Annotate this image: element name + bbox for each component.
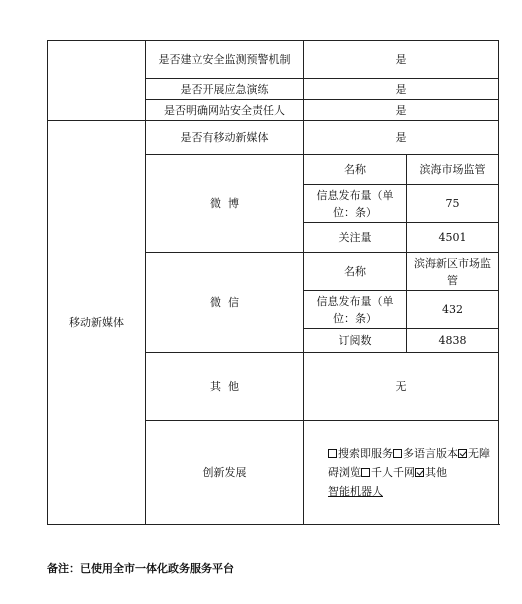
weixin-name-value: 滨海新区市场监管 bbox=[407, 253, 499, 291]
footnote: 备注：已使用全市一体化政务服务平台 bbox=[47, 562, 234, 575]
security-a-0: 是 bbox=[304, 41, 499, 79]
option-other[interactable]: 其他 bbox=[415, 466, 447, 479]
weixin-name-label: 名称 bbox=[304, 253, 407, 291]
checked-checkbox-icon[interactable] bbox=[458, 449, 467, 458]
checkbox-icon[interactable] bbox=[361, 468, 370, 477]
security-a-1: 是 bbox=[304, 79, 499, 100]
weixin-subscribe-value: 4838 bbox=[407, 329, 499, 353]
innovation-options bbox=[304, 421, 499, 525]
weibo-name-value: 滨海市场监管 bbox=[407, 155, 499, 185]
security-q-1: 是否开展应急演练 bbox=[146, 79, 304, 100]
has-mobile-answer: 是 bbox=[304, 121, 499, 155]
security-q-0: 是否建立安全监测预警机制 bbox=[146, 41, 304, 79]
report-table bbox=[47, 40, 499, 525]
security-label-cell bbox=[48, 41, 146, 121]
other-value: 无 bbox=[304, 353, 499, 421]
weixin-publish-value: 432 bbox=[407, 291, 499, 329]
option-accessibility[interactable]: 无障碍浏览 bbox=[328, 447, 490, 479]
option-multilingual[interactable]: 多语言版本 bbox=[393, 447, 458, 460]
checkbox-icon[interactable] bbox=[393, 449, 402, 458]
weibo-publish-label: 信息发布量（单位：条） bbox=[304, 185, 407, 223]
security-q-2: 是否明确网站安全责任人 bbox=[146, 100, 304, 121]
option-personalized[interactable]: 千人千网 bbox=[361, 466, 415, 479]
mobile-media-label: 移动新媒体 bbox=[48, 121, 146, 525]
other-label: 其 他 bbox=[146, 353, 304, 421]
innovation-other-text: 智能机器人 bbox=[328, 485, 383, 498]
checkbox-icon[interactable] bbox=[328, 449, 337, 458]
security-a-2: 是 bbox=[304, 100, 499, 121]
checked-checkbox-icon[interactable] bbox=[415, 468, 424, 477]
weibo-label: 微 博 bbox=[146, 155, 304, 253]
weixin-publish-label: 信息发布量（单位：条） bbox=[304, 291, 407, 329]
weibo-name-label: 名称 bbox=[304, 155, 407, 185]
innovation-label: 创新发展 bbox=[146, 421, 304, 525]
option-search-service[interactable]: 搜索即服务 bbox=[328, 447, 393, 460]
weibo-publish-value: 75 bbox=[407, 185, 499, 223]
weibo-follow-label: 关注量 bbox=[304, 223, 407, 253]
weibo-follow-value: 4501 bbox=[407, 223, 499, 253]
weixin-subscribe-label: 订阅数 bbox=[304, 329, 407, 353]
has-mobile-question: 是否有移动新媒体 bbox=[146, 121, 304, 155]
weixin-label: 微 信 bbox=[146, 253, 304, 353]
